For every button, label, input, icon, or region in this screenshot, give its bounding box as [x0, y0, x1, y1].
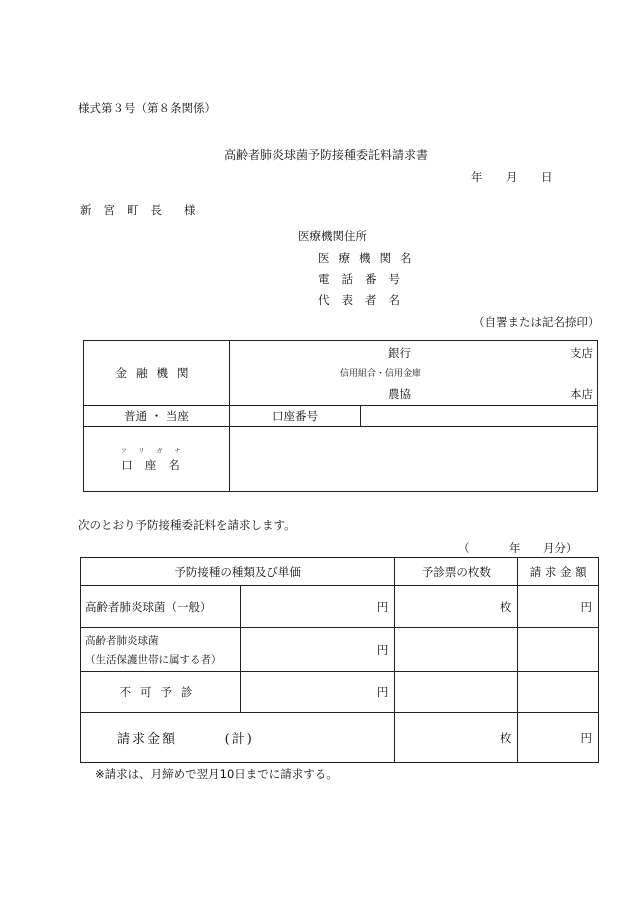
bank-table — [83, 340, 598, 492]
financial-institution-label: 金融機関 — [115, 366, 198, 380]
account-name-input[interactable] — [230, 427, 598, 492]
total-label: 請求金額 — [117, 732, 178, 747]
account-type-cell[interactable] — [84, 406, 230, 427]
fee-table — [80, 557, 599, 763]
header-request-amount: 請 求 金 額 — [518, 558, 599, 586]
branch-label: 支店 — [570, 346, 593, 360]
date-month: 月 — [506, 170, 518, 184]
account-number-input[interactable] — [361, 406, 598, 427]
addressee: 新宮町長 — [80, 203, 174, 217]
total-count[interactable]: 枚 — [395, 713, 518, 763]
row-invalid-amount[interactable] — [518, 672, 599, 713]
footnote: ※請求は、月締めで翌月10日までに請求する。 — [95, 767, 338, 781]
total-amount[interactable]: 円 — [518, 713, 599, 763]
credit-union-label: 信用組合・信用金庫 — [340, 369, 422, 379]
row-invalid-unit-price[interactable]: 円 — [241, 672, 395, 713]
row-welfare-amount[interactable] — [518, 628, 599, 672]
financial-institution-input[interactable] — [230, 341, 598, 406]
row-welfare-type: 高齢者肺炎球菌 （生活保護世帯に属する者） — [81, 628, 241, 672]
institution-phone-label: 電話番号 — [318, 272, 412, 286]
institution-representative-label: 代表者名 — [318, 293, 412, 307]
account-name-furigana: フリガナ — [120, 447, 193, 455]
account-name-label: 口座名 — [121, 457, 192, 472]
row-welfare-count[interactable] — [395, 628, 518, 672]
institution-address-label: 医療機関住所 — [298, 229, 367, 243]
request-statement: 次のとおり予防接種委託料を請求します。 — [78, 518, 296, 532]
document-title: 高齢者肺炎球菌予防接種委託料請求書 — [224, 148, 429, 162]
total-suffix: (計) — [224, 732, 254, 747]
account-name-label-cell — [84, 427, 230, 492]
header-vaccine-type: 予防接種の種類及び単価 — [81, 558, 395, 586]
period-open: （ — [458, 541, 470, 555]
form-number: 様式第３号（第８条関係） — [78, 101, 216, 115]
row-general-unit-price[interactable]: 円 — [241, 586, 395, 628]
addressee-suffix: 様 — [184, 203, 196, 217]
financial-institution-cell — [84, 341, 230, 406]
period-year: 年 — [509, 541, 521, 555]
row-welfare-unit-price[interactable]: 円 — [241, 628, 395, 672]
account-number-label-cell — [230, 406, 361, 427]
agri-coop-label: 農協 — [388, 387, 411, 401]
institution-name-label: 医療機関名 — [318, 251, 421, 265]
period-month: 月分） — [543, 541, 578, 555]
bank-label: 銀行 — [388, 346, 411, 360]
total-label-cell — [81, 713, 395, 763]
row-invalid-count[interactable] — [395, 672, 518, 713]
seal-note: （自署または記名捺印） — [473, 315, 600, 329]
head-office-label: 本店 — [570, 387, 593, 401]
row-general-type: 高齢者肺炎球菌（一般） — [81, 586, 241, 628]
row-invalid-type: 不可予診 — [81, 672, 241, 713]
header-sheet-count: 予診票の枚数 — [395, 558, 518, 586]
date-day: 日 — [541, 170, 553, 184]
account-type-label: 普通 ・ 当座 — [124, 409, 189, 423]
row-general-amount[interactable]: 円 — [518, 586, 599, 628]
account-number-label: 口座番号 — [272, 409, 318, 423]
date-year: 年 — [471, 170, 483, 184]
row-general-count[interactable]: 枚 — [395, 586, 518, 628]
